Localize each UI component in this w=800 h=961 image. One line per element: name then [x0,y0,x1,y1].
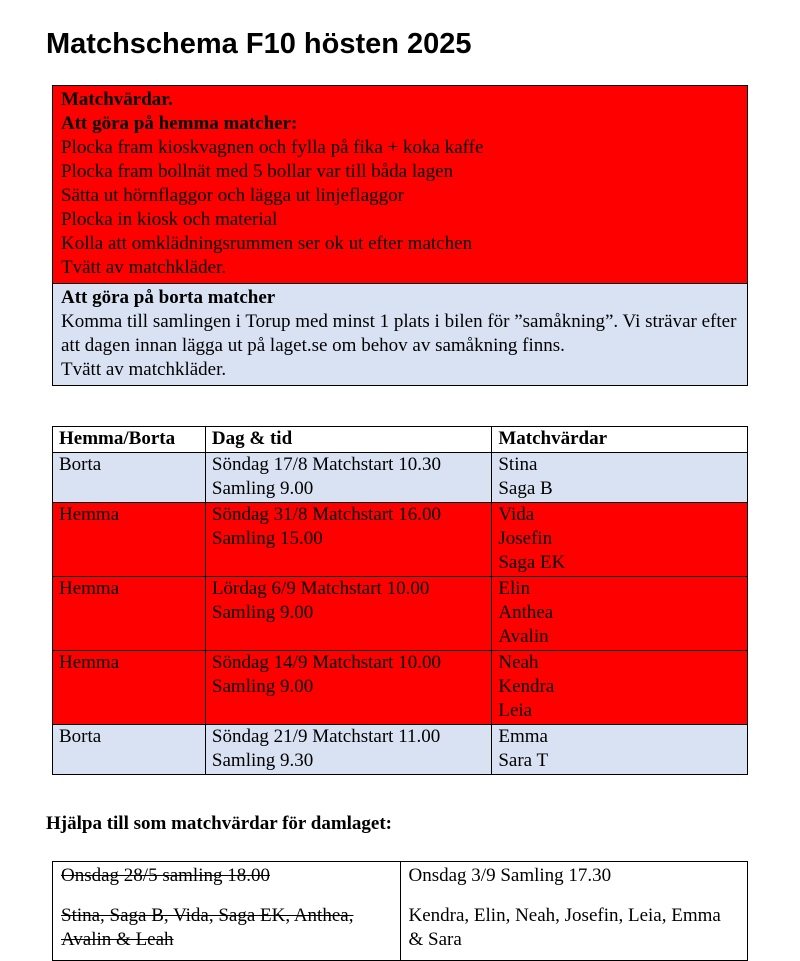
datetime-line: Söndag 31/8 Matchstart 16.00 [211,504,441,525]
host-name: Kendra [498,676,555,697]
cell-datetime [205,577,491,651]
damlaget-table [52,861,748,961]
host-name: Sara T [498,750,549,771]
datetime-line: Söndag 17/8 Matchstart 10.30 [211,454,441,475]
cell-datetime [205,725,491,775]
cell-location: Hemma [53,577,206,651]
matchvardar-heading: Matchvärdar. [61,89,173,110]
page-title: Matchschema F10 hösten 2025 [46,28,472,60]
host-name: Neah [498,652,539,673]
session-names: Stina, Saga B, Vida, Saga EK, Anthea, Avalin & Leah [61,905,354,950]
session-date: Onsdag 28/5 samling 18.00 [61,865,270,886]
cell-hosts [492,453,748,503]
datetime-line: Lördag 6/9 Matchstart 10.00 [211,578,430,599]
datetime-line: Samling 9.00 [211,602,314,623]
datetime-line: Samling 15.00 [211,528,323,549]
cell-location: Borta [53,725,206,775]
table-row [53,862,748,961]
datetime-line: Samling 9.00 [211,676,314,697]
away-task-line: Tvätt av matchkläder. [61,359,227,380]
cell-hosts [492,503,748,577]
cell-location: Borta [53,453,206,503]
host-name: Elin [498,578,531,599]
matchvardar-info-box [52,85,748,386]
session-names: Kendra, Elin, Neah, Josefin, Leia, Emma & Sara [408,905,721,950]
datetime-line: Söndag 14/9 Matchstart 10.00 [211,652,441,673]
table-row [53,453,748,503]
table-row [53,577,748,651]
table-header-row [53,427,748,453]
table-row [53,725,748,775]
host-name: Emma [498,726,548,747]
host-name: Josefin [498,528,553,549]
table-row [53,503,748,577]
away-matches-section [53,284,747,385]
host-name: Anthea [498,602,554,623]
cell-cancelled-session [53,862,401,961]
cell-datetime [205,453,491,503]
damlaget-heading: Hjälpa till som matchvärdar för damlaget: [46,813,393,834]
session-date: Onsdag 3/9 Samling 17.30 [408,865,612,886]
home-task-line: Plocka in kiosk och material [61,209,278,230]
cell-datetime [205,651,491,725]
home-tasks-heading: Att göra på hemma matcher: [61,113,298,134]
host-name: Saga EK [498,552,566,573]
header-matchvardar: Matchvärdar [492,427,748,453]
cell-location: Hemma [53,503,206,577]
datetime-line: Samling 9.00 [211,478,314,499]
cell-location: Hemma [53,651,206,725]
datetime-line: Samling 9.30 [211,750,314,771]
home-task-line: Plocka fram kioskvagnen och fylla på fika + koka kaffe [61,137,484,158]
host-name: Vida [498,504,535,525]
cell-hosts [492,577,748,651]
header-hemma-borta: Hemma/Borta [53,427,206,453]
cell-upcoming-session [400,862,748,961]
datetime-line: Söndag 21/9 Matchstart 11.00 [211,726,441,747]
match-schedule-table [52,426,748,775]
home-matches-section [53,86,747,284]
home-task-line: Sätta ut hörnflaggor och lägga ut linjeflaggor [61,185,404,206]
host-name: Avalin [498,626,549,647]
home-task-line: Plocka fram bollnät med 5 bollar var till båda lagen [61,161,454,182]
host-name: Stina [498,454,538,475]
host-name: Saga B [498,478,553,499]
home-task-line: Tvätt av matchkläder. [61,257,227,278]
header-dag-tid: Dag & tid [205,427,491,453]
home-task-line: Kolla att omklädningsrummen ser ok ut efter matchen [61,233,473,254]
host-name: Leia [498,700,533,721]
cell-hosts [492,725,748,775]
away-task-line: Komma till samlingen i Torup med minst 1 plats i bilen för ”samåkning”. Vi strävar efter att dagen innan lägga ut på laget.se om behov av samåkning finns. [61,311,737,356]
cell-hosts [492,651,748,725]
away-tasks-heading: Att göra på borta matcher [61,287,276,308]
cell-datetime [205,503,491,577]
table-row [53,651,748,725]
